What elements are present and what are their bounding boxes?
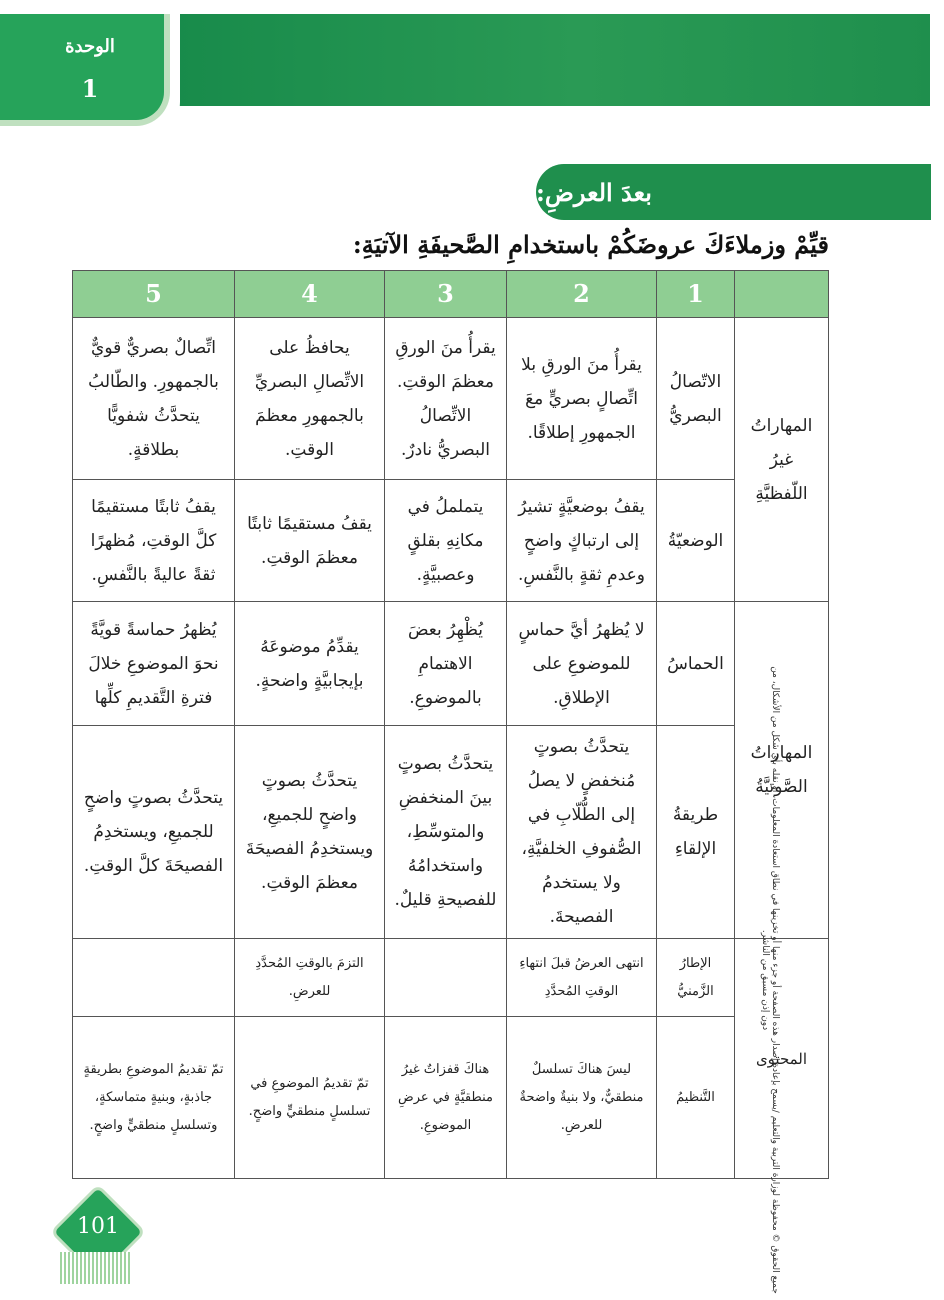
level-cell: يقرأُ منَ الورقِ معظمَ الوقتِ. الاتِّصالُ البصريُّ نادرٌ. (385, 318, 507, 480)
criterion-cell: الإطارُ الزَّمنيُّ (657, 939, 735, 1017)
table-row (73, 939, 829, 1017)
level-cell: يقرأُ منَ الورقِ بلا اتِّصالٍ بصريٍّ معَ الجمهورِ إطلاقًا. (507, 318, 657, 480)
table-row (73, 1017, 829, 1179)
instruction-text: قيِّمْ وزملاءَكَ عروضَكُمْ باستخدامِ الصَّحيفَةِ الآتيَةِ: (352, 230, 829, 259)
level-cell: انتهى العرضُ قبلَ انتهاءِ الوقتِ المُحدَّدِ (507, 939, 657, 1017)
level-cell: يُظهرُ حماسةً قويَّةً نحوَ الموضوعِ خلالَ فترةِ التَّقديمِ كلِّها (73, 602, 235, 726)
level-cell: ليسَ هناكَ تسلسلٌ منطقيٌّ، ولا بنيةٌ واضحةٌ للعرضِ. (507, 1017, 657, 1179)
level-cell: يقدِّمُ موضوعَهُ بإيجابيَّةٍ واضحةٍ. (235, 602, 385, 726)
table-row (73, 480, 829, 602)
level-cell: يتململُ في مكانِهِ بقلقٍ وعصبيَّةٍ. (385, 480, 507, 602)
level-cell: يتحدَّثُ بصوتٍ واضحٍ للجميعِ، ويستخدِمُ الفصيحَةَ كلَّ الوقتِ. (73, 726, 235, 939)
unit-label: الوحدة (65, 36, 115, 57)
level-cell: يتحدَّثُ بصوتٍ مُنخفضٍ لا يصلُ إلى الطُّلّابِ في الصُّفوفِ الخلفيَّةِ، ولا يستخدمُ الفصيحةَ. (507, 726, 657, 939)
level-cell: هناكَ قفزاتٌ غيرُ منطقيَّةٍ في عرضِ الموضوعِ. (385, 1017, 507, 1179)
level-cell: تمّ تقديمُ الموضوعِ في تسلسلٍ منطقيٍّ واضحٍ. (235, 1017, 385, 1179)
level-cell: يقفُ مستقيمًا ثابتًا معظمَ الوقتِ. (235, 480, 385, 602)
group-cell: المهاراتُ الصَّوتيَّةُ (735, 602, 829, 939)
group-cell: المحتوى (735, 939, 829, 1179)
header-cell: 3 (385, 271, 507, 318)
criterion-cell: الاتّصالُ البصريُّ (657, 318, 735, 480)
header-cell: 1 (657, 271, 735, 318)
unit-number: 1 (81, 74, 99, 103)
criterion-cell: الوضعيّةُ (657, 480, 735, 602)
level-cell: يقفُ ثابتًا مستقيمًا كلَّ الوقتِ، مُظهرًا ثقةً عاليةً بالنَّفسِ. (73, 480, 235, 602)
criterion-cell: التَّنظيمُ (657, 1017, 735, 1179)
level-cell: يتحدَّثُ بصوتٍ واضحٍ للجميعِ، ويستخدِمُ الفصيحَةَ معظمَ الوقتِ. (235, 726, 385, 939)
criterion-cell: طريقةُ الإلقاءِ (657, 726, 735, 939)
header-cell: 4 (235, 271, 385, 318)
page-number: 101 (77, 1214, 119, 1239)
header-cell: 5 (73, 271, 235, 318)
table-header-row (73, 271, 829, 318)
rubric-table (72, 270, 829, 1179)
level-cell: التزمَ بالوقتِ المُحدَّدِ للعرضِ. (235, 939, 385, 1017)
level-cell: لا يُظهرُ أيَّ حماسٍ للموضوعِ على الإطلاقِ. (507, 602, 657, 726)
table-row (73, 602, 829, 726)
section-title: بعدَ العرضِ: (536, 164, 931, 220)
table-row (73, 318, 829, 480)
table-row (73, 726, 829, 939)
copyright-note: جميع الحقوق © محفوظة لوزارة التربية والتعليم /يسمح بإعادة إصدار هذه الصفحة أو جزء منها أو تخزينها في نطاق استعادة المعلومات، أو نقله بأي شكل من الأشكال، من دون إذن مسبق من الناشر. (760, 666, 780, 1294)
level-cell: يُظْهِرُ بعضَ الاهتمامِ بالموضوعِ. (385, 602, 507, 726)
level-cell (73, 939, 235, 1017)
level-cell (385, 939, 507, 1017)
unit-badge (0, 14, 170, 126)
level-cell: يتحدَّثُ بصوتٍ بينَ المنخفضِ والمتوسِّطِ، واستخدامُهُ للفصيحةِ قليلٌ. (385, 726, 507, 939)
level-cell: تمّ تقديمُ الموضوعِ بطريقةٍ جاذبةٍ، وبنيةٍ متماسكةٍ، وتسلسلٍ منطقيٍّ واضحٍ. (73, 1017, 235, 1179)
header-cell (735, 271, 829, 318)
header-cell: 2 (507, 271, 657, 318)
level-cell: يحافظُ على الاتِّصالِ البصريِّ بالجمهورِ معظمَ الوقتِ. (235, 318, 385, 480)
header-band (150, 14, 930, 106)
level-cell: يقفُ بوضعيَّةٍ تشيرُ إلى ارتباكٍ واضحٍ وعدمِ ثقةٍ بالنَّفسِ. (507, 480, 657, 602)
criterion-cell: الحماسُ (657, 602, 735, 726)
group-cell: المهاراتُ غيرُ اللّفظيَّةِ (735, 318, 829, 602)
level-cell: اتِّصالٌ بصريٌّ قويٌّ بالجمهورِ. والطّالبُ يتحدَّثُ شفويًّا بطلاقةٍ. (73, 318, 235, 480)
page-stripes-decoration (60, 1252, 130, 1284)
